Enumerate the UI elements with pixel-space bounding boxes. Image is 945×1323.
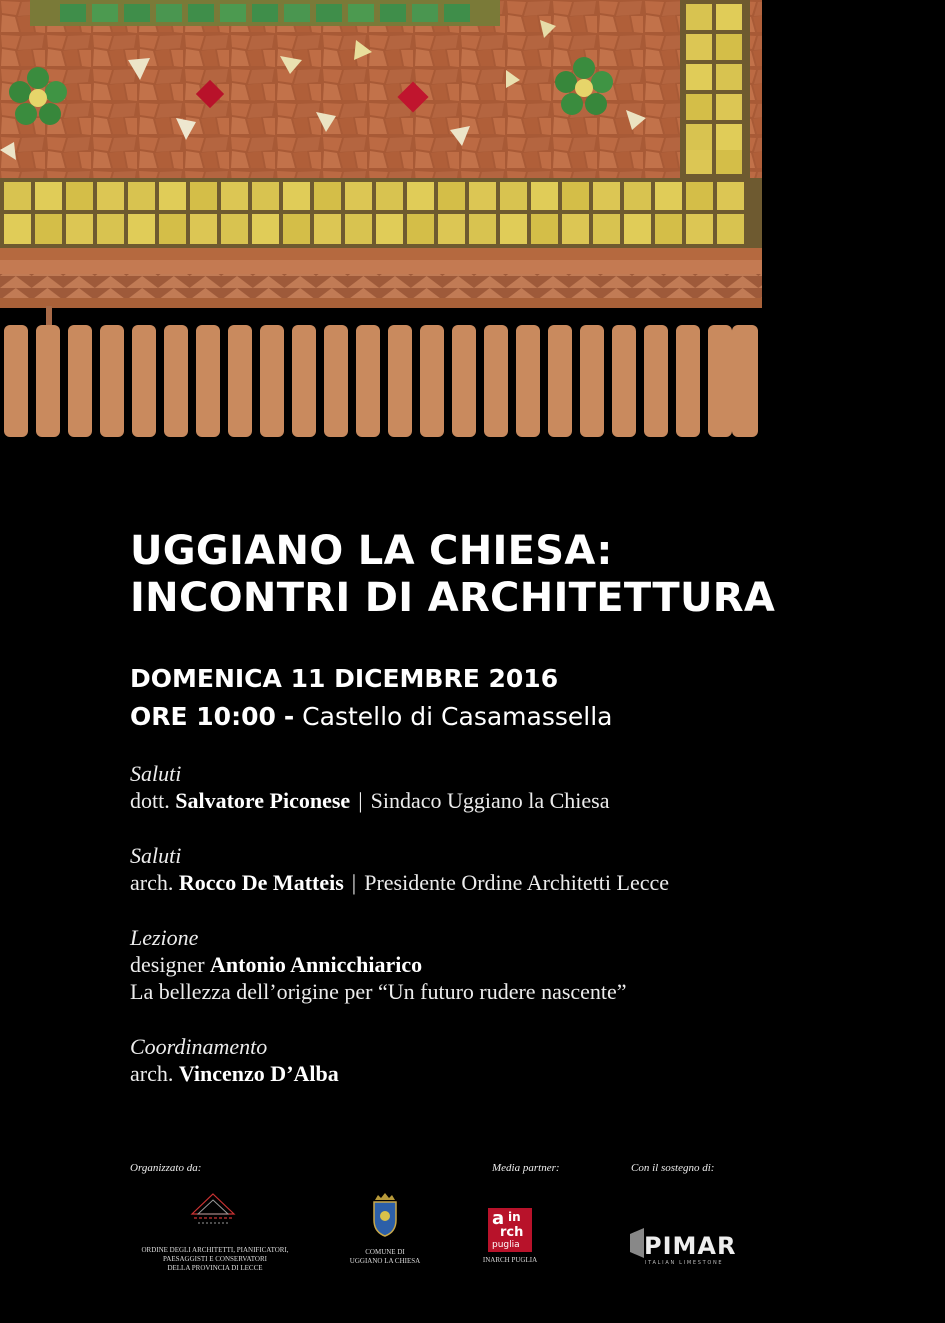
separator: | xyxy=(358,788,363,813)
inarch-mark: in xyxy=(508,1210,521,1224)
inarch-mark: a xyxy=(492,1208,505,1229)
speaker-prefix: arch. xyxy=(130,1061,174,1086)
speaker-line xyxy=(130,869,669,896)
inarch-puglia-logo xyxy=(488,1208,532,1252)
speaker-name: Antonio Annicchiarico xyxy=(210,952,423,977)
green-tile-strip xyxy=(30,0,500,26)
support-label: Con il sostegno di: xyxy=(631,1162,715,1174)
title-line-2: INCONTRI DI ARCHITETTURA xyxy=(130,575,776,621)
program-item xyxy=(130,842,669,896)
event-title xyxy=(130,528,775,622)
media-partner-label: Media partner: xyxy=(492,1162,560,1174)
program-role: Coordinamento xyxy=(130,1034,268,1059)
ordine-caption xyxy=(130,1246,300,1273)
speaker-name: Vincenzo D’Alba xyxy=(178,1061,339,1086)
event-venue: Castello di Casamassella xyxy=(302,702,613,731)
inarch-mark: rch xyxy=(500,1225,524,1240)
organized-by-label: Organizzato da: xyxy=(130,1162,202,1174)
pimar-tagline: ITALIAN LIMESTONE xyxy=(645,1260,724,1266)
pimar-wordmark: PIMAR xyxy=(644,1232,737,1260)
speaker-affiliation: Presidente Ordine Architetti Lecce xyxy=(364,870,670,895)
speaker-name: Salvatore Piconese xyxy=(175,788,351,813)
speaker-prefix: arch. xyxy=(130,870,174,895)
ordine-caption-line: ORDINE DEGLI ARCHITETTI, PIANIFICATORI, xyxy=(141,1246,289,1254)
event-time-venue xyxy=(130,698,613,736)
event-schedule xyxy=(130,660,613,736)
speaker-affiliation: Sindaco Uggiano la Chiesa xyxy=(370,788,610,813)
speaker-line xyxy=(130,1060,669,1087)
tassel-fringe xyxy=(4,306,758,437)
ordine-caption-line: PAESAGGISTI E CONSERVATORI xyxy=(163,1255,267,1263)
program-role: Saluti xyxy=(130,843,182,868)
separator: | xyxy=(351,870,357,895)
yellow-tile-rows xyxy=(0,178,762,248)
comune-caption-line: COMUNE DI xyxy=(365,1248,405,1256)
event-date: DOMENICA 11 DICEMBRE 2016 xyxy=(130,664,559,693)
speaker-line xyxy=(130,951,669,978)
program-item xyxy=(130,760,669,814)
comune-caption-line: UGGIANO LA CHIESA xyxy=(349,1257,421,1265)
event-time: ORE 10:00 xyxy=(130,702,276,731)
ordine-architetti-logo xyxy=(188,1192,238,1228)
speaker-line xyxy=(130,787,669,814)
inarch-mark: puglia xyxy=(492,1240,520,1250)
inarch-caption: INARCH PUGLIA xyxy=(482,1256,538,1264)
pimar-mark-icon xyxy=(630,1228,644,1258)
time-separator: - xyxy=(283,702,295,731)
talk-title: La bellezza dell’origine per “Un futuro rudere nascente” xyxy=(130,979,627,1004)
program-role: Lezione xyxy=(130,925,199,950)
title-line-1: UGGIANO LA CHIESA: xyxy=(130,528,613,574)
speaker-prefix: designer xyxy=(130,952,205,977)
program-list xyxy=(130,760,669,1115)
vertical-tile-band xyxy=(680,0,750,178)
program-role: Saluti xyxy=(130,761,182,786)
ordine-caption-line: DELLA PROVINCIA DI LECCE xyxy=(167,1264,263,1272)
comune-crest-logo xyxy=(370,1192,400,1238)
speaker-prefix: dott. xyxy=(130,788,170,813)
mosaic-artwork xyxy=(0,0,945,470)
comune-caption xyxy=(340,1248,430,1266)
program-item xyxy=(130,924,669,1005)
program-item xyxy=(130,1033,669,1087)
speaker-name: Rocco De Matteis xyxy=(178,870,344,895)
